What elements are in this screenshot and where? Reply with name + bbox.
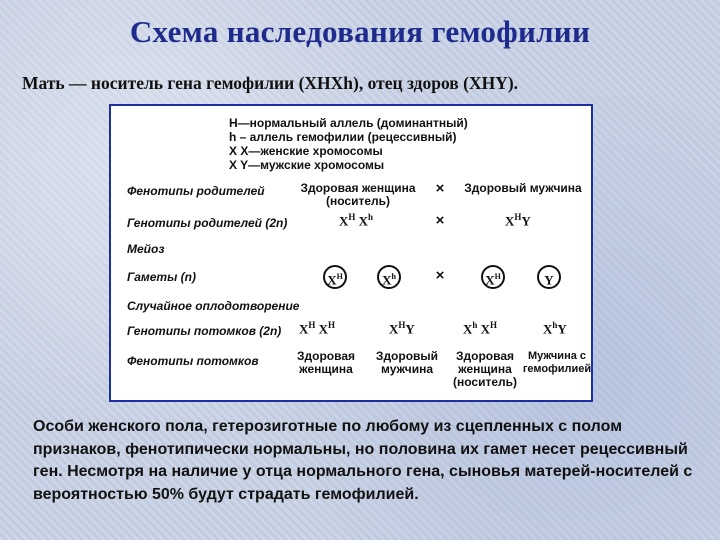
offspring-phenotype-1: [291, 350, 361, 376]
offspring-genotype-1-allele2: H: [328, 320, 336, 330]
legend-line-1: H—нормальный аллель (доминантный): [229, 116, 468, 130]
gamete-2: [377, 265, 401, 289]
mother-genotype-base2: X: [358, 213, 369, 229]
offspring-genotype-1-base1: X: [299, 321, 309, 337]
offspring-phenotype-3-line-1: Здоровая: [455, 349, 515, 363]
offspring-phenotype-1-line-1: Здоровая: [296, 349, 356, 363]
mother-phenotype-line-1: Здоровая женщина: [300, 181, 416, 195]
father-genotype-base1: X: [505, 213, 515, 229]
legend-line-2: h – аллель гемофилии (рецессивный): [229, 130, 457, 144]
row-label-offspring-genotypes: Генотипы потомков (2n): [127, 324, 282, 338]
inheritance-scheme: [109, 104, 593, 402]
offspring-genotype-3-allele2: H: [490, 320, 498, 330]
gamete-2-allele: h: [391, 272, 396, 281]
gamete-1-base: X: [327, 272, 337, 288]
offspring-phenotype-1-line-2: женщина: [299, 362, 353, 376]
explanation-text: Особи женского пола, гетерозиготные по любому из сцепленных с полом признаков, фенотипически нормальны, но половина их гамет несет рецессивный ген. Несмотря на наличие у отца нормального гена, сыновья матерей-носителей с вероятностью 50% будут страдать гемофилией.: [33, 418, 693, 503]
offspring-phenotype-4-line-1: Мужчина с: [527, 350, 587, 362]
mother-phenotype-line-2: (носитель): [325, 194, 390, 208]
offspring-genotype-2-base2: Y: [405, 321, 415, 337]
cross-sign-gametes: ×: [435, 267, 445, 284]
row-label-parent-genotypes: Генотипы родителей (2n): [127, 216, 288, 230]
offspring-genotype-4-allele1: h: [552, 320, 558, 330]
gamete-4-base: Y: [544, 272, 554, 288]
offspring-phenotype-4: [521, 350, 593, 376]
row-label-parent-phenotypes: Фенотипы родителей: [127, 184, 265, 198]
offspring-phenotype-3-line-2: женщина: [458, 362, 512, 376]
offspring-genotype-2: [389, 320, 415, 337]
gamete-3: [481, 265, 505, 289]
offspring-phenotype-2: [369, 350, 445, 376]
offspring-phenotype-2-line-2: мужчина: [380, 362, 433, 376]
mother-genotype-base1: X: [339, 213, 349, 229]
offspring-phenotype-3-line-3: (носитель): [452, 375, 517, 389]
slide-title: Схема наследования гемофилии: [129, 14, 591, 49]
father-genotype-allele1: H: [514, 212, 522, 222]
offspring-genotype-1: [299, 320, 335, 337]
cross-sign-genotypes: ×: [435, 212, 445, 229]
offspring-genotype-1-base2: X: [318, 321, 329, 337]
offspring-genotype-3-base2: X: [480, 321, 491, 337]
offspring-phenotype-4-line-2: гемофилией: [522, 363, 592, 375]
mother-genotype-allele1: H: [348, 212, 356, 222]
gamete-4: [537, 265, 561, 289]
row-label-offspring-phenotypes: Фенотипы потомков: [127, 354, 259, 368]
mother-genotype: [339, 212, 373, 229]
offspring-genotype-4-base2: Y: [557, 321, 567, 337]
offspring-genotype-2-allele1: H: [398, 320, 406, 330]
legend-line-4: X Y—мужские хромосомы: [229, 158, 385, 172]
mother-genotype-allele2: h: [368, 212, 374, 222]
legend-line-3: X X—женские хромосомы: [229, 144, 383, 158]
gamete-3-allele: H: [494, 272, 501, 281]
offspring-genotype-4: [543, 320, 567, 337]
slide-subtitle: Мать — носитель гена гемофилии (XHXh), отец здоров (XHY).: [22, 73, 519, 93]
father-genotype-base2: Y: [521, 213, 531, 229]
offspring-genotype-1-allele1: H: [308, 320, 316, 330]
row-label-fertilization: Случайное оплодотворение: [127, 299, 300, 313]
father-genotype: [505, 212, 531, 229]
gamete-2-base: X: [382, 272, 392, 288]
father-phenotype: Здоровый мужчина: [464, 181, 582, 195]
gamete-3-base: X: [485, 272, 495, 288]
row-label-gametes: Гаметы (n): [127, 270, 197, 284]
offspring-genotype-3: [463, 320, 497, 337]
gamete-1: [323, 265, 347, 289]
offspring-genotype-4-base1: X: [543, 321, 553, 337]
offspring-genotype-2-base1: X: [389, 321, 399, 337]
offspring-genotype-3-allele1: h: [472, 320, 478, 330]
offspring-phenotype-3: [449, 350, 521, 389]
mother-phenotype: [293, 182, 423, 208]
row-label-meiosis: Мейоз: [127, 242, 165, 256]
cross-sign-phenotypes: ×: [435, 180, 445, 197]
gamete-1-allele: H: [336, 272, 343, 281]
offspring-phenotype-2-line-1: Здоровый: [375, 349, 439, 363]
offspring-genotype-3-base1: X: [463, 321, 473, 337]
